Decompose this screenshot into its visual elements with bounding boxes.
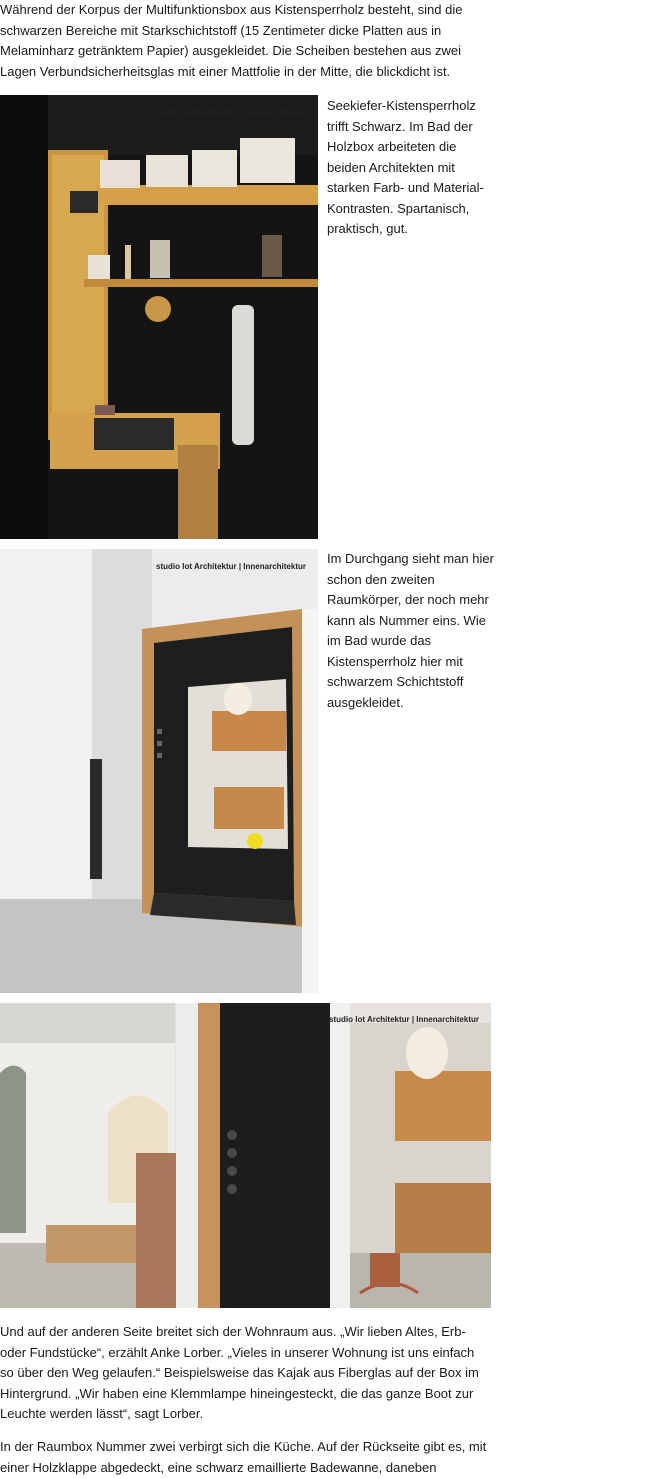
article-paragraph-1: Während der Korpus der Multifunktionsbox aus Kistensperrholz besteht, sind die schwarzen Bereiche mit Starkschichtstoff (15 Zentimeter dicke Platten aus in Melaminharz getränktem Papier) ausgekleidet. Die Scheiben bestehen aus zwei Lagen Verbundsicherheitsglas mit einer Mattfolie in der Mitte, die blickdicht ist. bbox=[0, 2, 463, 79]
photo-credit: studio lot Architektur | Innenarchitektur bbox=[158, 108, 308, 117]
photo-bathroom-caption: Seekiefer-Kistensperrholz trifft Schwarz. Im Bad der Holzbox arbeiteten die beiden Architekten mit starken Farb- und Material-Kontrasten. Spartanisch, praktisch, gut. bbox=[327, 98, 484, 236]
photo-credit: studio lot Architektur | Innenarchitektur bbox=[156, 562, 306, 571]
article-paragraph-2: Und auf der anderen Seite breitet sich der Wohnraum aus. „Wir lieben Altes, Erb- oder Fundstücke“, erzählt Anke Lorber. „Vieles in unserer Wohnung ist uns einfach so über den Weg gelaufen.“ Beispielsweise das Kajak aus Fiberglas auf der Box im Hintergrund. „Wir haben eine Klemmlampe hineingesteckt, die das ganze Boot zur Leuchte werden lässt“, sagt Lorber. bbox=[0, 1324, 479, 1421]
photo-passage-caption: Im Durchgang sieht man hier schon den zweiten Raumkörper, der noch mehr kann als Nummer eins. Wie im Bad wurde das Kistensperrholz hier mit schwarzem Schichtstoff ausgekleidet. bbox=[327, 551, 494, 710]
photo-bathroom bbox=[0, 95, 318, 539]
photo-living-room bbox=[0, 1003, 491, 1308]
article-paragraph-3: In der Raumbox Nummer zwei verbirgt sich die Küche. Auf der Rückseite gibt es, mit einer Holzklappe abgedeckt, eine schwarz emaillierte Badewanne, daneben bbox=[0, 1439, 487, 1475]
photo-passage bbox=[0, 549, 318, 993]
photo-passage-illustration bbox=[0, 549, 318, 993]
photo-bathroom-illustration bbox=[0, 95, 318, 539]
photo-credit: studio lot Architektur | Innenarchitektur bbox=[329, 1015, 479, 1024]
photo-living-room-illustration bbox=[0, 1003, 491, 1308]
